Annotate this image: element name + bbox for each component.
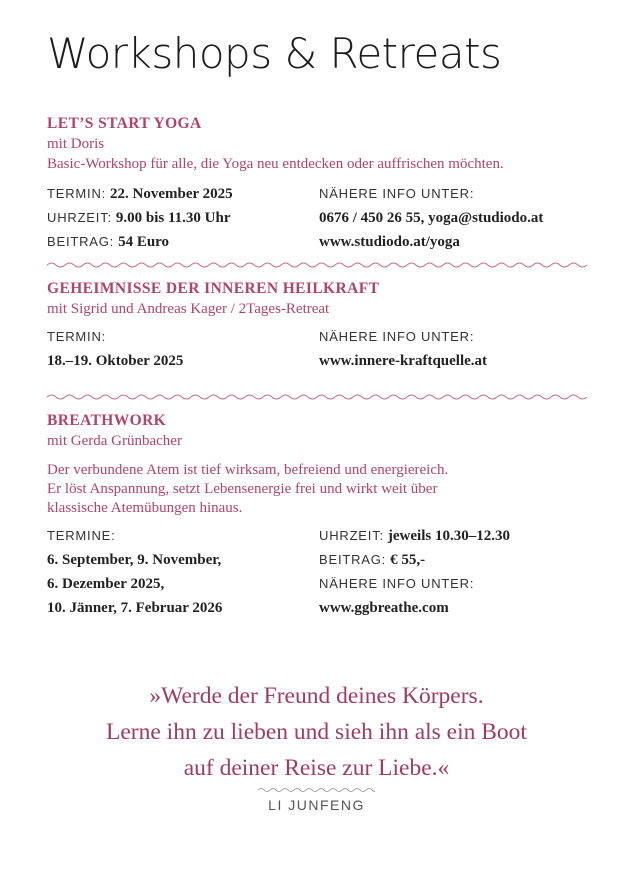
section-subtitle: mit Gerda Grünbacher xyxy=(47,433,182,449)
quote-line: auf deiner Reise zur Liebe.« xyxy=(183,755,450,781)
website-link[interactable]: www.ggbreathe.com xyxy=(319,600,449,616)
info-row xyxy=(47,230,587,254)
quote-author: LI JUNFENG xyxy=(268,797,365,813)
section-title: LET’S START YOGA xyxy=(47,115,202,132)
info-label: NÄHERE INFO UNTER: xyxy=(319,186,475,201)
info-row xyxy=(47,596,587,620)
termine-value: 10. Jänner, 7. Februar 2026 xyxy=(47,600,223,616)
quote-block xyxy=(0,678,633,786)
website-link[interactable]: www.innere-kraftquelle.at xyxy=(319,353,488,369)
info-label: NÄHERE INFO UNTER: xyxy=(319,329,475,344)
beitrag-value: 54 Euro xyxy=(118,234,170,250)
section-description: Basic-Workshop für alle, die Yoga neu entdecken oder auffrischen möchten. xyxy=(47,156,504,172)
termin-label: TERMIN: xyxy=(47,329,107,344)
uhrzeit-value: 9.00 bis 11.30 Uhr xyxy=(115,210,231,226)
wavy-divider xyxy=(47,261,587,269)
termine-value: 6. Dezember 2025, xyxy=(47,576,165,592)
uhrzeit-label: UHRZEIT: xyxy=(319,528,384,543)
beitrag-label: BEITRAG: xyxy=(319,552,387,567)
section-geheimnisse xyxy=(47,279,587,373)
page-title: Workshops & Retreats xyxy=(47,29,502,78)
contact-value: 0676 / 450 26 55, yoga@studiodo.at xyxy=(319,210,544,226)
info-row xyxy=(47,524,587,548)
wavy-divider xyxy=(47,393,587,401)
info-row xyxy=(47,206,587,230)
info-row xyxy=(47,572,587,596)
section-lets-start-yoga xyxy=(47,114,587,254)
info-row xyxy=(47,349,587,373)
beitrag-label: BEITRAG: xyxy=(47,234,115,249)
description-line: klassische Atemübungen hinaus. xyxy=(47,500,243,516)
info-row xyxy=(47,548,587,572)
section-title: GEHEIMNISSE DER INNEREN HEILKRAFT xyxy=(47,280,380,297)
termin-label: TERMIN: xyxy=(47,186,107,201)
section-breathwork xyxy=(47,411,587,620)
termine-label: TERMINE: xyxy=(47,528,116,543)
info-label: NÄHERE INFO UNTER: xyxy=(319,576,475,591)
termine-value: 6. September, 9. November, xyxy=(47,552,222,568)
description-line: Er löst Anspannung, setzt Lebensenergie frei und wirkt weit über xyxy=(47,481,438,497)
termin-value: 22. November 2025 xyxy=(110,186,233,202)
info-row xyxy=(47,182,587,206)
section-title: BREATHWORK xyxy=(47,412,167,429)
quote-line: Lerne ihn zu lieben und sieh ihn als ein Boot xyxy=(106,719,527,745)
description-line: Der verbundene Atem ist tief wirksam, befreiend und energiereich. xyxy=(47,462,449,478)
uhrzeit-value: jeweils 10.30–12.30 xyxy=(387,528,510,544)
beitrag-value: € 55,- xyxy=(390,552,426,568)
website-link[interactable]: www.studiodo.at/yoga xyxy=(319,234,460,250)
info-row xyxy=(47,325,587,349)
section-subtitle: mit Doris xyxy=(47,136,105,152)
quote-line: »Werde der Freund deines Körpers. xyxy=(149,683,484,709)
termin-value: 18.–19. Oktober 2025 xyxy=(47,353,184,369)
wavy-divider xyxy=(258,787,375,793)
uhrzeit-label: UHRZEIT: xyxy=(47,210,112,225)
section-subtitle: mit Sigrid und Andreas Kager / 2Tages-Retreat xyxy=(47,301,330,317)
